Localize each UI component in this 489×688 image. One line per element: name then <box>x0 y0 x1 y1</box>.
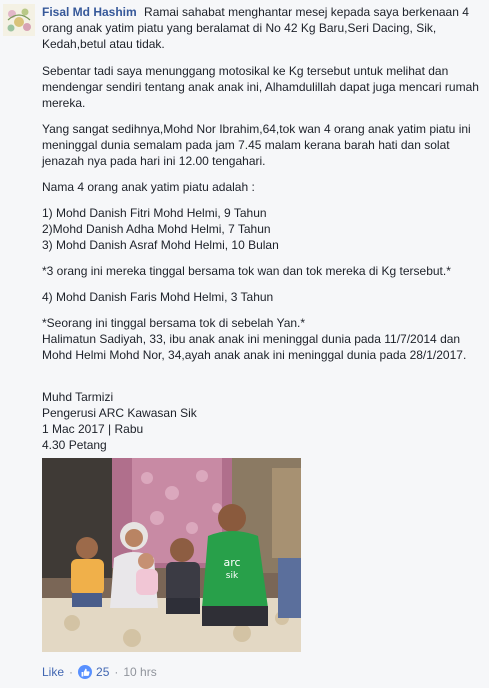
comment-paragraph-3: Nama 4 orang anak yatim piatu adalah : <box>42 180 255 194</box>
comment-paragraph-2: Yang sangat sedihnya,Mohd Nor Ibrahim,64,tok wan 4 orang anak yatim piatu ini meninggal dunia semalam pada jam 7.45 malam kerana barah hati dan solat jenazah nya pada hari ini 12.00 tengahari. <box>42 122 471 168</box>
comment-first-line <box>42 4 482 52</box>
family-photo <box>42 458 301 652</box>
signature: Muhd Tarmizi Pengerusi ARC Kawasan Sik 1 Mac 2017 | Rabu 4.30 Petang <box>42 390 197 452</box>
comment-text-intro: Ramai sahabat menghantar mesej kepada saya berkenaan 4 orang anak yatim piatu yang beralamat di No 42 Kg Baru,Seri Dacing, Sik, Kedah,betul atau tidak. <box>42 5 469 51</box>
children-list: 1) Mohd Danish Fitri Mohd Helmi, 9 Tahun 2)Mohd Danish Adha Mohd Helmi, 7 Tahun 3) Mohd Danish Asraf Mohd Helmi, 10 Bulan <box>42 206 279 252</box>
comment-paragraph-1: Sebentar tadi saya menunggang motosikal ke Kg tersebut untuk melihat dan mendengar sendiri tentang anak anak ini, Alhamdulillah dapat juga mencari rumah mereka. <box>42 64 479 110</box>
like-button[interactable]: Like <box>42 665 65 679</box>
avatar[interactable] <box>3 4 35 36</box>
reaction-count[interactable]: 25 <box>96 665 110 679</box>
comment-paragraph-5: *3 orang ini mereka tinggal bersama tok wan dan tok mereka di Kg tersebut.* <box>42 264 451 278</box>
comment-paragraph-7: *Seorang ini tinggal bersama tok di sebelah Yan.* Halimatun Sadiyah, 33, ibu anak anak ini meninggal dunia pada 11/7/2014 dan Mohd Helmi Mohd Nor, 34,ayah anak anak ini meninggal dunia pada 28/1/2017. <box>42 316 467 362</box>
shirt-text-2: sik <box>225 571 239 581</box>
comment-actions <box>42 664 157 680</box>
shirt-text-1: arc <box>223 556 241 569</box>
avatar-image <box>3 4 35 36</box>
separator-dot-2: · <box>114 665 119 679</box>
thumbs-up-icon[interactable] <box>78 665 92 679</box>
attached-photo[interactable] <box>42 458 301 652</box>
comment-paragraph-6: 4) Mohd Danish Faris Mohd Helmi, 3 Tahun <box>42 290 274 304</box>
author-name[interactable]: Fisal Md Hashim <box>42 5 137 19</box>
separator-dot: · <box>69 665 74 679</box>
timestamp[interactable]: 10 hrs <box>123 665 157 679</box>
